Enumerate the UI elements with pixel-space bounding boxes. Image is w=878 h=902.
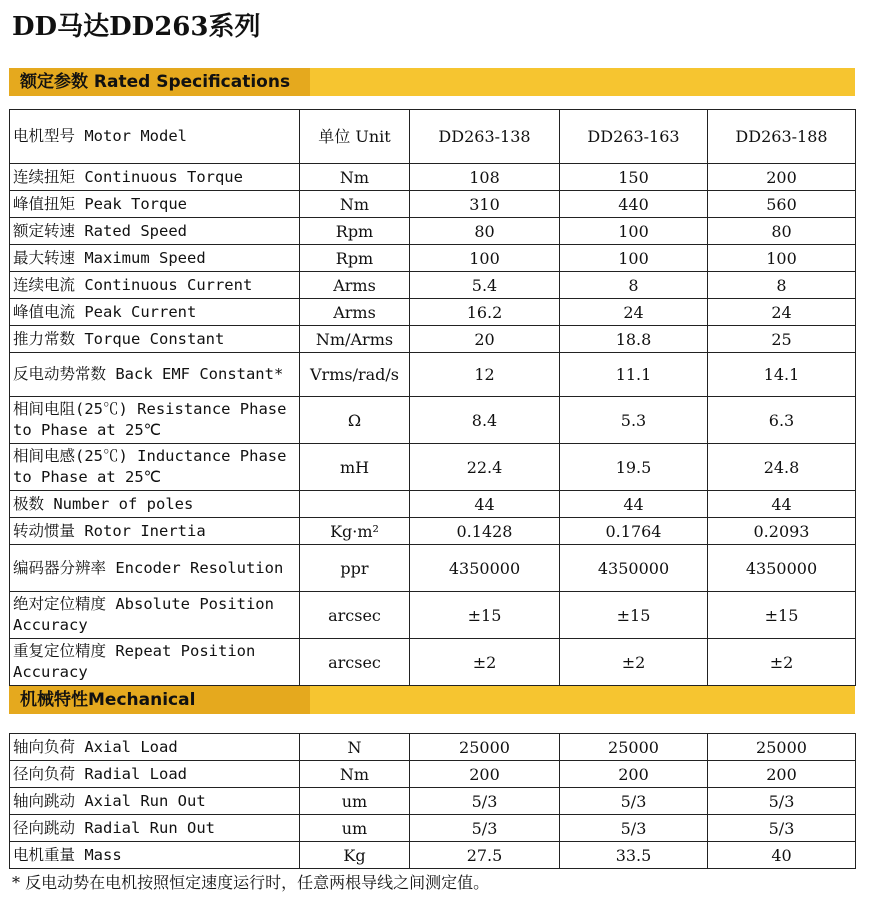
value-cell: 0.1764 (560, 518, 708, 545)
value-cell: 5/3 (708, 815, 856, 842)
value-cell: ±15 (410, 592, 560, 639)
value-cell: 200 (410, 761, 560, 788)
table-row (10, 592, 856, 639)
value-cell: 18.8 (560, 326, 708, 353)
value-cell: 33.5 (560, 842, 708, 869)
value-cell: 4350000 (410, 545, 560, 592)
value-cell: 100 (560, 245, 708, 272)
table-row (10, 518, 856, 545)
table-row (10, 788, 856, 815)
row-label: 最大转速 Maximum Speed (10, 245, 300, 272)
value-cell: ±2 (708, 639, 856, 686)
value-cell: 5.3 (560, 397, 708, 444)
value-cell: 5/3 (560, 788, 708, 815)
header-model: 电机型号 Motor Model (10, 110, 300, 164)
value-cell: 8 (708, 272, 856, 299)
row-unit: Nm/Arms (300, 326, 410, 353)
value-cell: 14.1 (708, 353, 856, 397)
row-label: 推力常数 Torque Constant (10, 326, 300, 353)
value-cell: 80 (708, 218, 856, 245)
header-model-138: DD263-138 (410, 110, 560, 164)
row-label: 连续扭矩 Continuous Torque (10, 164, 300, 191)
table-row (10, 444, 856, 491)
value-cell: 20 (410, 326, 560, 353)
value-cell: 5/3 (410, 788, 560, 815)
value-cell: 19.5 (560, 444, 708, 491)
value-cell: ±2 (560, 639, 708, 686)
table-row (10, 639, 856, 686)
value-cell: 4350000 (560, 545, 708, 592)
row-label: 相间电阻(25℃) Resistance Phase to Phase at 25℃ (10, 397, 300, 444)
value-cell: 24 (560, 299, 708, 326)
table-row (10, 842, 856, 869)
section-band-mechanical (9, 686, 855, 714)
row-unit: Arms (300, 299, 410, 326)
row-label: 相间电感(25℃) Inductance Phase to Phase at 25℃ (10, 444, 300, 491)
table-row (10, 545, 856, 592)
value-cell: 4350000 (708, 545, 856, 592)
value-cell: 200 (560, 761, 708, 788)
row-unit: ppr (300, 545, 410, 592)
value-cell: 44 (410, 491, 560, 518)
row-unit: Rpm (300, 245, 410, 272)
table-row (10, 761, 856, 788)
row-unit: Nm (300, 191, 410, 218)
value-cell: 11.1 (560, 353, 708, 397)
value-cell: 560 (708, 191, 856, 218)
row-unit: mH (300, 444, 410, 491)
row-label: 径向负荷 Radial Load (10, 761, 300, 788)
value-cell: 200 (708, 164, 856, 191)
value-cell: 5/3 (410, 815, 560, 842)
value-cell: 6.3 (708, 397, 856, 444)
row-label: 转动惯量 Rotor Inertia (10, 518, 300, 545)
row-unit: Arms (300, 272, 410, 299)
page-title: DD马达DD263系列 (12, 12, 261, 42)
value-cell: 5/3 (708, 788, 856, 815)
table-row (10, 815, 856, 842)
row-unit: Kg (300, 842, 410, 869)
mechanical-table (9, 733, 856, 869)
row-label: 重复定位精度 Repeat Position Accuracy (10, 639, 300, 686)
value-cell: 100 (708, 245, 856, 272)
value-cell: 16.2 (410, 299, 560, 326)
value-cell: 12 (410, 353, 560, 397)
row-unit: Nm (300, 761, 410, 788)
row-unit: um (300, 815, 410, 842)
table-row (10, 245, 856, 272)
table-row (10, 164, 856, 191)
row-unit: Ω (300, 397, 410, 444)
row-label: 径向跳动 Radial Run Out (10, 815, 300, 842)
value-cell: 22.4 (410, 444, 560, 491)
value-cell: 0.2093 (708, 518, 856, 545)
value-cell: 24.8 (708, 444, 856, 491)
value-cell: 200 (708, 761, 856, 788)
table-row (10, 326, 856, 353)
row-label: 轴向跳动 Axial Run Out (10, 788, 300, 815)
value-cell: 100 (560, 218, 708, 245)
row-unit: arcsec (300, 639, 410, 686)
row-label: 峰值扭矩 Peak Torque (10, 191, 300, 218)
value-cell: 40 (708, 842, 856, 869)
value-cell: 25000 (410, 734, 560, 761)
value-cell: 5.4 (410, 272, 560, 299)
value-cell: 150 (560, 164, 708, 191)
table-row (10, 397, 856, 444)
row-label: 极数 Number of poles (10, 491, 300, 518)
row-unit: Vrms/rad/s (300, 353, 410, 397)
header-unit: 单位 Unit (300, 110, 410, 164)
header-model-188: DD263-188 (708, 110, 856, 164)
value-cell: 25 (708, 326, 856, 353)
footnote: * 反电动势在电机按照恒定速度运行时，任意两根导线之间测定值。 (12, 873, 490, 892)
row-unit (300, 491, 410, 518)
table-row (10, 191, 856, 218)
value-cell: 27.5 (410, 842, 560, 869)
value-cell: 8 (560, 272, 708, 299)
row-unit: Kg·m² (300, 518, 410, 545)
value-cell: ±15 (708, 592, 856, 639)
table-row (10, 353, 856, 397)
value-cell: ±15 (560, 592, 708, 639)
table-row (10, 272, 856, 299)
row-label: 轴向负荷 Axial Load (10, 734, 300, 761)
row-unit: arcsec (300, 592, 410, 639)
row-label: 编码器分辨率 Encoder Resolution (10, 545, 300, 592)
row-label: 峰值电流 Peak Current (10, 299, 300, 326)
value-cell: 25000 (560, 734, 708, 761)
table-row (10, 491, 856, 518)
table-row (10, 734, 856, 761)
row-unit: Rpm (300, 218, 410, 245)
section-title-mechanical: 机械特性Mechanical (9, 686, 310, 714)
value-cell: 0.1428 (410, 518, 560, 545)
value-cell: 5/3 (560, 815, 708, 842)
rated-spec-table (9, 109, 856, 686)
value-cell: 80 (410, 218, 560, 245)
section-band-rated (9, 68, 855, 96)
row-label: 绝对定位精度 Absolute Position Accuracy (10, 592, 300, 639)
value-cell: 108 (410, 164, 560, 191)
value-cell: 310 (410, 191, 560, 218)
row-label: 额定转速 Rated Speed (10, 218, 300, 245)
row-unit: N (300, 734, 410, 761)
row-unit: um (300, 788, 410, 815)
header-model-163: DD263-163 (560, 110, 708, 164)
section-title-rated: 额定参数 Rated Specifications (9, 68, 310, 96)
value-cell: 8.4 (410, 397, 560, 444)
row-unit: Nm (300, 164, 410, 191)
table-header-row (10, 110, 856, 164)
row-label: 连续电流 Continuous Current (10, 272, 300, 299)
value-cell: 440 (560, 191, 708, 218)
row-label: 电机重量 Mass (10, 842, 300, 869)
row-label: 反电动势常数 Back EMF Constant* (10, 353, 300, 397)
value-cell: 24 (708, 299, 856, 326)
table-row (10, 218, 856, 245)
value-cell: 25000 (708, 734, 856, 761)
value-cell: 100 (410, 245, 560, 272)
table-row (10, 299, 856, 326)
value-cell: ±2 (410, 639, 560, 686)
value-cell: 44 (560, 491, 708, 518)
value-cell: 44 (708, 491, 856, 518)
